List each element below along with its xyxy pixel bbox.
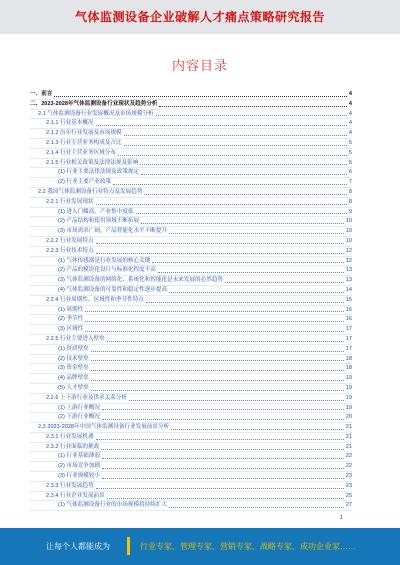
toc-entry[interactable] [30, 129, 352, 139]
toc-entry[interactable] [30, 482, 352, 492]
toc-entry-label: (3) 气体监测设备的网络化、系统化和智能化是未来发展的必然趋势 [58, 277, 224, 284]
toc-leader-dots [169, 292, 344, 293]
toc-entry-label: (2) 市场竞争加剧 [58, 463, 100, 470]
toc-entry-label: (3) 行业规模较小 [58, 473, 100, 480]
toc-entry[interactable] [30, 462, 352, 472]
toc-entry-page: 9 [348, 208, 352, 215]
toc-entry-label: 二、2023-2028年气体监测设备行业现状及趋势分析 [30, 100, 158, 107]
toc-leader-dots [169, 233, 344, 234]
toc-entry[interactable] [30, 423, 352, 433]
toc-entry-page: 4 [348, 100, 352, 107]
toc-entry-label: (1) 气体监测设备行业的市场规模将持续扩大 [58, 502, 168, 509]
toc-leader-dots [91, 370, 344, 371]
toc-entry-label: 2.3 2023-2028年中国气体监测设备行业发展前景分析 [38, 424, 170, 431]
toc-entry-page: 8 [348, 188, 352, 195]
toc-entry-label: 2.1.2 历年行业发展及市场规模 [46, 130, 122, 137]
toc-entry-label: 2.2.3 行业技术特点 [46, 247, 94, 254]
toc-leader-dots [129, 400, 344, 401]
toc-entry[interactable] [30, 306, 352, 316]
toc-entry[interactable] [30, 394, 352, 404]
toc-entry-page: 22 [345, 463, 352, 470]
toc-entry-page: 20 [345, 414, 352, 421]
toc-entry-page: 23 [345, 473, 352, 480]
toc-leader-dots [96, 125, 347, 126]
toc-entry-page: 17 [345, 345, 352, 352]
toc-leader-dots [136, 213, 347, 214]
toc-entry[interactable] [30, 335, 352, 345]
toc-entry[interactable] [30, 404, 352, 414]
toc-entry-label: (2) 季节性 [58, 316, 84, 323]
toc-entry[interactable] [30, 168, 352, 178]
toc-entry-label: (1) 资质壁垒 [58, 345, 89, 352]
toc-entry[interactable] [30, 443, 352, 453]
toc-entry-label: 2.2.6 上下游行业及供求关系分析 [46, 394, 128, 401]
toc-entry-page: 19 [345, 394, 352, 401]
toc-entry-label: 一、前言 [30, 91, 53, 97]
toc-entry-page: 16 [345, 316, 352, 323]
toc-entry-label: 2.3.1 行业发展机遇 [46, 433, 94, 440]
toc-leader-dots [146, 302, 344, 303]
toc-entry[interactable] [30, 276, 352, 286]
toc-leader-dots [118, 155, 347, 156]
toc-entry-page: 14 [345, 286, 352, 293]
toc-leader-dots [96, 488, 344, 489]
toc-entry-page: 10 [345, 228, 352, 235]
toc-entry-page: 21 [345, 443, 352, 450]
toc-entry-label: (4) 品牌壁垒 [58, 375, 89, 382]
toc-entry[interactable] [30, 266, 352, 276]
toc-leader-dots [85, 321, 344, 322]
toc-entry[interactable] [30, 110, 352, 120]
toc-entry-page: 10 [345, 237, 352, 244]
toc-entry-page: 22 [345, 453, 352, 460]
toc-entry[interactable] [30, 286, 352, 296]
toc-entry[interactable] [30, 119, 352, 129]
toc-row-rule [30, 510, 352, 511]
toc-entry[interactable] [30, 374, 352, 384]
toc-leader-dots [171, 429, 344, 430]
toc-entry-label: (3) 资金壁垒 [58, 365, 89, 372]
toc-entry-label: (1) 上游行业概况 [58, 404, 100, 411]
toc-leader-dots [54, 96, 346, 97]
toc-entry-label: 2.2.5 行业主要进入壁垒 [46, 335, 105, 342]
toc-entry-label: (2) 产品的模块化设计与标准化程度不高 [58, 267, 156, 274]
toc-entry[interactable] [30, 237, 352, 247]
toc-entry[interactable] [30, 345, 352, 355]
toc-entry-page: 18 [345, 365, 352, 372]
toc-entry-label: 2.2.1 行业发展现状 [46, 198, 94, 205]
toc-leader-dots [91, 360, 344, 361]
toc-leader-dots [102, 409, 344, 410]
toc-leader-dots [124, 145, 347, 146]
toc-entry-page: 4 [348, 110, 352, 117]
report-title: 气体监测设备企业破解人才痛点策略研究报告 [74, 10, 325, 24]
toc-entry[interactable] [30, 198, 352, 208]
toc-entry[interactable] [30, 492, 352, 502]
toc-leader-dots [96, 204, 347, 205]
toc-entry-label: 2.2.4 行业周期性、区域性和季节性特点 [46, 296, 144, 303]
toc-entry-page: 19 [345, 384, 352, 391]
toc-entry-page: 5 [348, 159, 352, 166]
table-of-contents [30, 90, 352, 511]
toc-entry[interactable] [30, 364, 352, 374]
toc-entry-page: 21 [345, 433, 352, 440]
toc-entry-label: (3) 市场需求广阔，产品智能化水平不断提升 [58, 228, 168, 235]
toc-leader-dots [101, 449, 344, 450]
toc-entry-label: 2.3.2 行业面临的挑战 [46, 443, 100, 450]
toc-entry[interactable] [30, 472, 352, 482]
toc-entry[interactable] [30, 433, 352, 443]
toc-entry-label: 2.2 我国气体监测设备行业特点及发展趋势 [38, 188, 143, 195]
toc-entry[interactable] [30, 325, 352, 335]
toc-entry-label: 2.3.4 行业企业发展前景 [46, 492, 105, 499]
toc-leader-dots [91, 390, 344, 391]
page-marker: 1 [340, 515, 343, 521]
footer-divider [127, 537, 130, 555]
toc-entry[interactable] [30, 159, 352, 169]
toc-entry-label: (1) 行业主要法律法规及政策规定 [58, 169, 140, 176]
toc-leader-dots [159, 106, 346, 107]
toc-entry[interactable] [30, 217, 352, 227]
footer-slogan-left: 让每个人都能成为 [46, 542, 110, 551]
toc-leader-dots [144, 194, 346, 195]
toc-entry-page: 12 [345, 257, 352, 264]
toc-entry-label: 2.1.5 行业相关政策及法律法规及影响 [46, 159, 139, 166]
toc-entry-label: (1) 气体传感器是行业发展的核心关键 [58, 257, 151, 264]
toc-entry-label: (2) 行业主要产业政策 [58, 179, 112, 186]
toc-entry-label: 2.3.3 行业发展趋势 [46, 482, 94, 489]
toc-entry-page: 7 [348, 179, 352, 186]
toc-entry[interactable] [30, 384, 352, 394]
toc-leader-dots [102, 458, 344, 459]
toc-entry-page: 5 [348, 149, 352, 156]
toc-entry-page: 19 [345, 404, 352, 411]
toc-entry-label: (2) 产品结构和使用领域不断拓展 [58, 218, 140, 225]
toc-leader-dots [156, 115, 347, 116]
toc-leader-dots [113, 184, 347, 185]
toc-entry-label: 2.1.4 行业主营业务区域分布 [46, 149, 116, 156]
toc-entry-label: (2) 技术壁垒 [58, 355, 89, 362]
toc-entry[interactable] [30, 296, 352, 306]
toc-entry[interactable] [30, 100, 352, 110]
toc-entry-label: (1) 进入门槛高，产业集中度低 [58, 208, 134, 215]
toc-entry-page: 17 [345, 335, 352, 342]
toc-entry-label: (5) 人才壁垒 [58, 384, 89, 391]
toc-entry-page: 10 [345, 218, 352, 225]
toc-entry-page: 18 [345, 355, 352, 362]
header-bar [0, 0, 400, 34]
toc-entry-label: (4) 气体监测设备的可靠性和稳定性逐步提高 [58, 286, 168, 293]
toc-entry-page: 15 [345, 296, 352, 303]
footer-bar [0, 528, 400, 565]
toc-entry-page: 23 [345, 482, 352, 489]
toc-entry[interactable] [30, 315, 352, 325]
toc-entry-page: 17 [345, 326, 352, 333]
toc-entry[interactable] [30, 247, 352, 257]
toc-entry-label: 2.1.3 行业主营业务构成及占比 [46, 139, 122, 146]
toc-entry[interactable] [30, 149, 352, 159]
toc-entry[interactable] [30, 139, 352, 149]
toc-entry-label: 2.1.1 行业基本概况 [46, 120, 94, 127]
toc-entry[interactable] [30, 413, 352, 423]
toc-leader-dots [107, 341, 344, 342]
toc-entry-label: 2.2.2 行业发展特点 [46, 237, 94, 244]
toc-title: 内容目录 [171, 58, 228, 73]
toc-entry[interactable] [30, 208, 352, 218]
toc-leader-dots [96, 253, 344, 254]
toc-entry-label: (1) 周期性 [58, 306, 84, 313]
toc-entry[interactable] [30, 257, 352, 267]
toc-entry-page: 12 [345, 247, 352, 254]
toc-leader-dots [141, 223, 344, 224]
toc-entry-label: (3) 区域性 [58, 326, 84, 333]
toc-leader-dots [158, 272, 344, 273]
toc-leader-dots [96, 243, 344, 244]
toc-leader-dots [141, 174, 347, 175]
toc-entry[interactable] [30, 188, 352, 198]
toc-leader-dots [124, 135, 347, 136]
toc-leader-dots [85, 331, 344, 332]
toc-entry-page: 4 [348, 91, 352, 97]
toc-entry-page: 4 [348, 130, 352, 137]
toc-leader-dots [85, 311, 344, 312]
toc-entry-page: 4 [348, 120, 352, 127]
toc-entry-page: 6 [348, 169, 352, 176]
toc-entry[interactable] [30, 355, 352, 365]
toc-entry-page: 13 [345, 267, 352, 274]
toc-entry-label: (1) 行业基础薄弱 [58, 453, 100, 460]
toc-entry[interactable] [30, 452, 352, 462]
toc-leader-dots [152, 262, 343, 263]
toc-leader-dots [102, 419, 344, 420]
footer-slogan-right: 行业专家、管理专家、营销专家、战略专家、成功企业家…… [140, 542, 356, 551]
toc-entry[interactable] [30, 227, 352, 237]
toc-entry[interactable] [30, 178, 352, 188]
toc-leader-dots [91, 380, 344, 381]
toc-entry-label: (2) 下游行业概况 [58, 414, 100, 421]
toc-entry-page: 5 [348, 139, 352, 146]
toc-entry-page: 13 [345, 277, 352, 284]
toc-leader-dots [140, 164, 347, 165]
toc-leader-dots [107, 498, 344, 499]
toc-leader-dots [96, 439, 344, 440]
toc-entry-label: 2.1 气体监测设备行业发展概况及市场规模分析 [38, 110, 154, 117]
toc-entry-page: 16 [345, 306, 352, 313]
toc-leader-dots [225, 282, 344, 283]
toc-leader-dots [102, 478, 344, 479]
toc-entry-page: 8 [348, 198, 352, 205]
toc-entry[interactable] [30, 501, 352, 511]
toc-entry-page: 21 [345, 424, 352, 431]
toc-entry-page: 19 [345, 375, 352, 382]
toc-entry-page: 25 [345, 492, 352, 499]
toc-entry[interactable] [30, 90, 352, 100]
toc-leader-dots [91, 351, 344, 352]
toc-entry-page: 27 [345, 502, 352, 509]
toc-leader-dots [102, 468, 344, 469]
toc-leader-dots [169, 507, 344, 508]
